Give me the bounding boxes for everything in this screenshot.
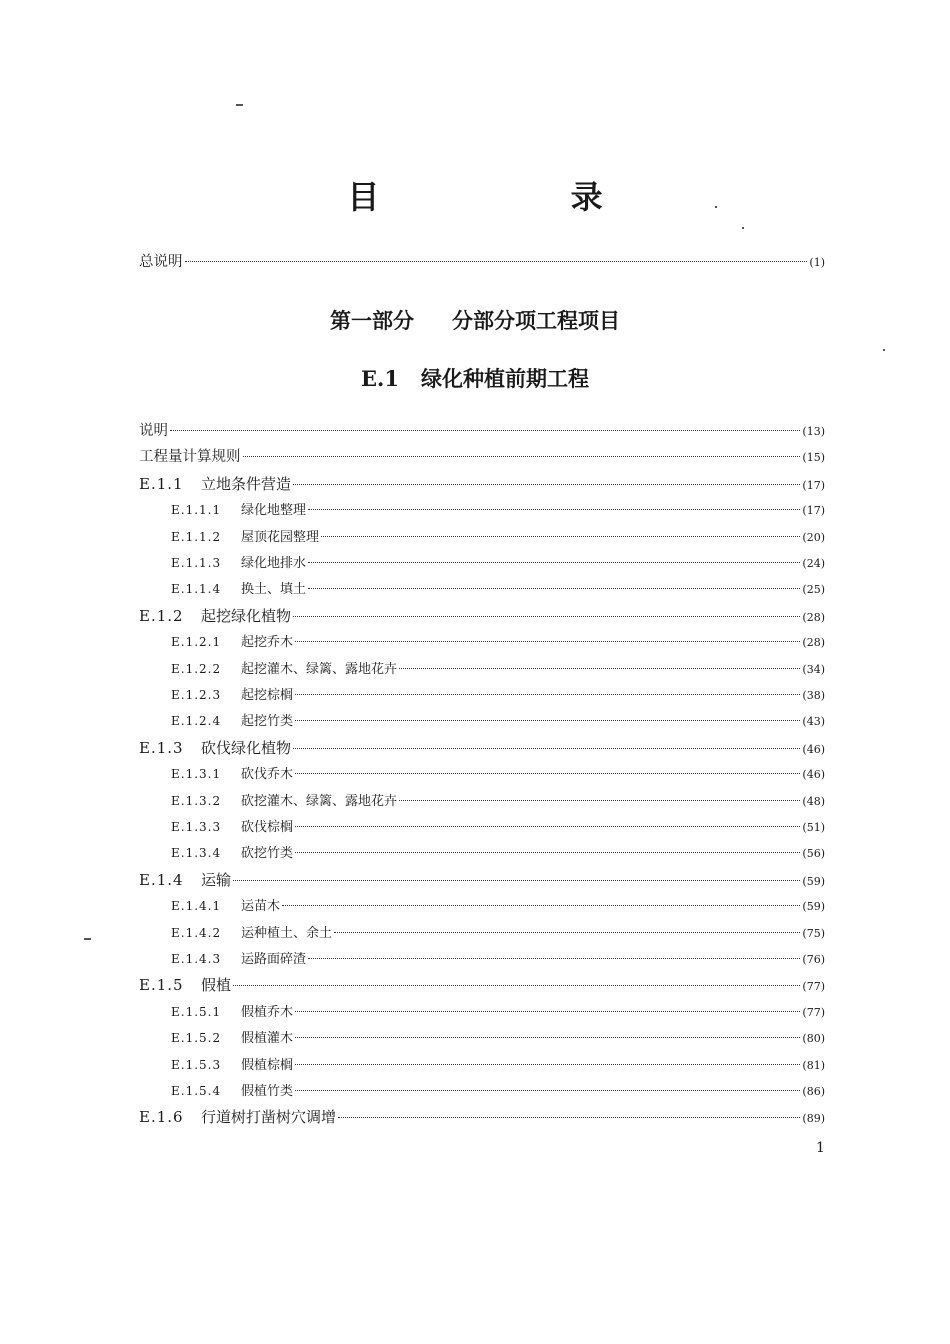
leader-dots [293,484,800,485]
toc-entry-page: (1) [809,256,825,269]
toc-entry-page: (89) [802,1112,825,1126]
toc-entry-number: E.1.2.2 [171,661,222,676]
part-name: 分部分项工程项目 [452,308,620,333]
toc-entry[interactable] [139,976,825,996]
toc-entry-label: 假植竹类 [241,1084,294,1099]
toc-entry-label: 起挖乔木 [241,635,294,651]
toc-entry[interactable] [171,712,825,731]
toc-entry-page: (34) [802,662,825,676]
toc-entry[interactable] [139,448,825,467]
toc-entry-number: E.1.1 [139,474,184,493]
toc-entry[interactable] [171,1082,825,1101]
toc-entry-label: 绿化地整理 [241,503,307,519]
toc-entry-number: E.1.3.1 [171,767,222,782]
toc-entry-page: (77) [802,1005,825,1019]
toc-entry-page: (46) [802,768,825,782]
toc-entry-page: (77) [802,980,825,994]
toc-entry-label: 假植 [201,976,232,995]
toc-entry-label: 砍挖竹类 [241,846,294,862]
toc-entry-page: (59) [802,900,825,914]
toc-entry-number: E.1.1.4 [171,582,222,597]
leader-dots [338,1117,800,1118]
toc-entry-number: E.1.5.4 [171,1084,222,1098]
toc-entry-page: (56) [802,847,825,861]
leader-dots [185,261,808,262]
toc-entry[interactable] [171,792,825,811]
toc-entry[interactable] [139,422,825,441]
toc-entry-number: E.1.4.3 [171,952,222,966]
toc-entry-page: (75) [802,926,825,940]
toc-entry-page: (80) [802,1032,825,1046]
toc-entry-label: 运路面碎渣 [241,952,307,967]
toc-entry[interactable] [171,554,825,573]
toc-entry-page: (17) [802,504,825,518]
toc-entry[interactable] [171,660,825,679]
toc-entry[interactable] [171,950,825,969]
toc-entry-number: E.1.6 [139,1108,184,1127]
leader-dots [295,826,800,827]
toc-entry-page: (48) [802,794,825,808]
toc-entry-number: E.1.3.4 [171,846,222,861]
toc-entry-number: E.1.2.3 [171,688,222,702]
toc-entry-page: (76) [802,953,825,966]
toc-entry-page: (15) [802,451,825,465]
toc-entry-label: 说明 [139,423,168,439]
page-number: 1 [816,1140,825,1156]
toc-entry-number: E.1.4 [139,870,184,889]
toc-entry-page: (46) [802,742,825,756]
leader-dots [295,641,800,642]
toc-entry-number: E.1.1.2 [171,529,222,544]
leader-dots [293,616,800,617]
toc-entry-number: E.1.3 [139,738,184,757]
toc-entry-label: 工程量计算规则 [139,449,241,466]
toc-entry[interactable] [139,871,825,891]
toc-entry-number: E.1.5.1 [171,1004,222,1019]
toc-entry-number: E.1.2.1 [171,635,222,650]
toc-entry-label: 行道树打凿树穴调增 [201,1108,337,1127]
toc-entry-label: 绿化地排水 [241,556,307,571]
toc-entry-page: (43) [802,715,825,729]
toc-entry[interactable] [171,580,825,599]
leader-dots [399,800,800,801]
leader-dots [243,456,801,457]
toc-entry[interactable] [171,1003,825,1022]
leader-dots [282,905,800,906]
leader-dots [295,1037,800,1038]
leader-dots [295,720,800,721]
toc-entry[interactable] [171,633,825,652]
toc-entry[interactable] [171,897,825,916]
toc-entry-label: 运种植土、余土 [241,925,333,941]
toc-entry[interactable] [139,475,825,495]
toc-entry[interactable] [171,1056,825,1075]
toc-entry-page: (25) [802,583,825,597]
toc-entry-page: (24) [802,557,825,570]
toc-entry-number: E.1.1.3 [171,556,222,570]
toc-entry-page: (38) [802,689,825,702]
toc-entry[interactable] [139,1108,825,1128]
toc-entry-label: 起挖棕榈 [241,688,294,703]
toc-entry-page: (17) [802,478,825,492]
toc-entry-number: E.1.4.1 [171,899,222,914]
toc-entry-page: (28) [802,610,825,624]
toc-entry-number: E.1.1.1 [171,503,222,518]
toc-entry-label: 运苗木 [241,899,281,915]
toc-entry[interactable] [171,528,825,547]
toc-entry-label: 屋顶花园整理 [241,529,320,545]
scan-speck [715,206,717,208]
toc-entry-page: (51) [802,821,825,834]
leader-dots [295,773,800,774]
toc-entry-number: E.1.4.2 [171,925,222,940]
toc-entry-label: 起挖灌木、绿篱、露地花卉 [241,661,398,677]
toc-entry-label: 砍伐绿化植物 [201,738,292,757]
leader-dots [295,1011,800,1012]
toc-entry-page: (86) [802,1085,825,1098]
toc-entry[interactable] [171,501,825,520]
toc-entry[interactable] [139,739,825,759]
section-name: 绿化种植前期工程 [420,366,589,391]
toc-entry-label: 换土、填土 [241,582,307,598]
toc-entry-label: 假植乔木 [241,1004,294,1020]
toc-entry-label: 起挖竹类 [241,714,294,730]
leader-dots [334,932,800,933]
leader-dots [295,1090,800,1091]
leader-dots [295,852,800,853]
leader-dots [295,1064,800,1065]
toc-entry[interactable] [139,607,825,627]
toc-entry-page: (28) [802,636,825,650]
leader-dots [308,958,800,959]
toc-entry-number: E.1.5.3 [171,1057,222,1072]
toc-entry-label: 起挖绿化植物 [201,606,292,625]
toc-entry-number: E.1.3.3 [171,820,222,834]
leader-dots [293,748,800,749]
toc-entry-page: (59) [802,874,825,888]
leader-dots [308,562,800,563]
section-heading [0,363,950,393]
toc-entry[interactable] [171,844,825,863]
toc-entry-label: 运输 [201,870,232,889]
toc-entry-label: 立地条件营造 [201,474,292,493]
scan-speck [84,938,91,940]
toc-entry-label: 总说明 [139,254,183,270]
toc-entry-number: E.1.5.2 [171,1031,222,1046]
section-number: E.1 [361,366,399,391]
part-heading [0,305,950,335]
toc-entry-number: E.1.5 [139,976,184,995]
toc-entry[interactable] [171,686,825,705]
toc-entry-label: 假植棕榈 [241,1057,294,1073]
toc-entry-label: 砍伐棕榈 [241,820,294,835]
leader-dots [308,588,800,589]
toc-entry-general[interactable] [139,253,825,272]
toc-entry[interactable] [171,924,825,943]
toc-entry-page: (13) [802,425,825,438]
leader-dots [399,668,800,669]
leader-dots [233,985,800,986]
toc-entry-number: E.1.3.2 [171,793,222,808]
toc-entry-label: 假植灌木 [241,1031,294,1047]
toc-entry[interactable] [171,1029,825,1048]
page-title: 目 录 [347,178,693,216]
toc-entry-label: 砍伐乔木 [241,767,294,783]
leader-dots [308,509,800,510]
scan-speck [742,227,744,229]
scan-speck [883,349,885,351]
leader-dots [321,536,800,537]
leader-dots [170,430,800,431]
toc-entry[interactable] [171,765,825,784]
part-number: 第一部分 [330,308,414,333]
toc-entry-label: 砍挖灌木、绿篱、露地花卉 [241,793,398,809]
leader-dots [295,694,800,695]
toc-entry-page: (20) [802,530,825,544]
scan-speck [236,104,243,106]
toc-entry-number: E.1.2 [139,606,184,625]
toc-entry[interactable] [171,818,825,837]
toc-entry-page: (81) [802,1058,825,1072]
leader-dots [233,880,800,881]
toc-entry-number: E.1.2.4 [171,714,222,729]
